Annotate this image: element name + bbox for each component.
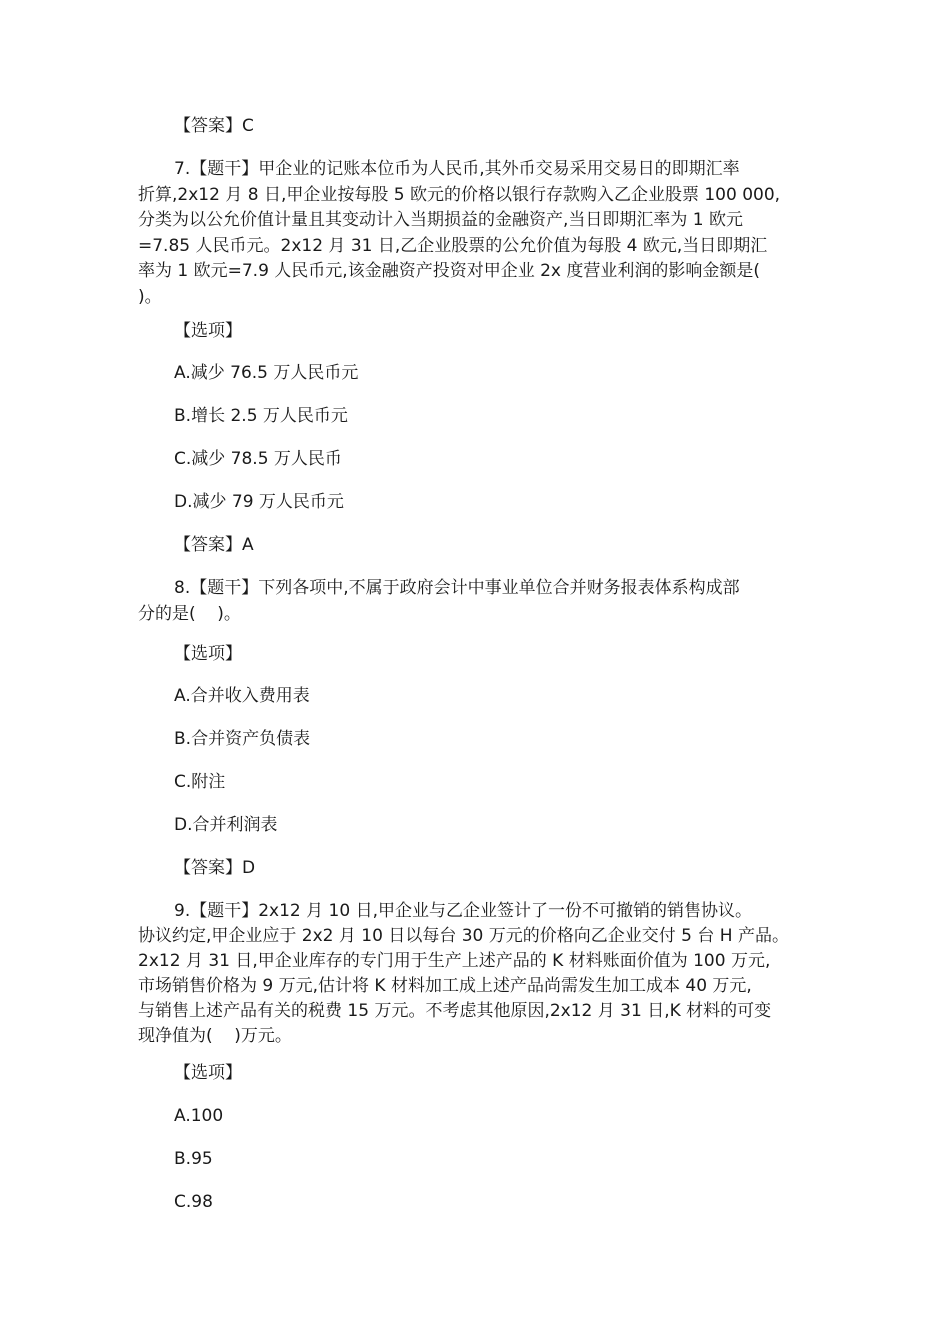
option-a-q8: A.合并收入费用表 — [174, 686, 310, 706]
question-7-line-5: 率为 1 欧元=7.9 人民币元,该金融资产投资对甲企业 2x 度营业利润的影响金额是( — [138, 261, 761, 281]
option-d-q7: D.减少 79 万人民币元 — [174, 492, 344, 512]
question-9-line-1: 9.【题干】2x12 月 10 日,甲企业与乙企业签计了一份不可撤销的销售协议。 — [174, 901, 752, 921]
question-9-line-6: 现净值为( )万元。 — [138, 1026, 292, 1046]
question-9-line-5: 与销售上述产品有关的税费 15 万元。不考虑其他原因,2x12 月 31 日,K 材料的可变 — [138, 1001, 772, 1021]
question-9-line-2: 协议约定,甲企业应于 2x2 月 10 日以每台 30 万元的价格向乙企业交付 5 台 H 产品。 — [138, 926, 789, 946]
question-8-line-1: 8.【题干】下列各项中,不属于政府会计中事业单位合并财务报表体系构成部 — [174, 578, 740, 598]
options-heading-q9: 【选项】 — [174, 1063, 242, 1083]
option-c-q8: C.附注 — [174, 772, 226, 792]
options-heading-q7: 【选项】 — [174, 321, 242, 341]
option-a-q9: A.100 — [174, 1106, 224, 1126]
question-7-line-2: 折算,2x12 月 8 日,甲企业按每股 5 欧元的价格以银行存款购入乙企业股票 100 000, — [138, 185, 781, 205]
option-b-q8: B.合并资产负债表 — [174, 729, 311, 749]
option-c-q9: C.98 — [174, 1192, 213, 1212]
question-9-line-3: 2x12 月 31 日,甲企业库存的专门用于生产上述产品的 K 材料账面价值为 100 万元, — [138, 951, 771, 971]
option-c-q7: C.减少 78.5 万人民币 — [174, 449, 342, 469]
answer-q6: 【答案】C — [174, 116, 254, 136]
option-d-q8: D.合并利润表 — [174, 815, 278, 835]
question-9-line-4: 市场销售价格为 9 万元,估计将 K 材料加工成上述产品尚需发生加工成本 40 万元, — [138, 976, 752, 996]
options-heading-q8: 【选项】 — [174, 644, 242, 664]
option-a-q7: A.减少 76.5 万人民币元 — [174, 363, 359, 383]
answer-q7: 【答案】A — [174, 535, 254, 555]
option-b-q7: B.增长 2.5 万人民币元 — [174, 406, 348, 426]
question-7-line-3: 分类为以公允价值计量且其变动计入当期损益的金融资产,当日即期汇率为 1 欧元 — [138, 210, 744, 230]
question-8-line-2: 分的是( )。 — [138, 604, 241, 624]
question-7-line-4: =7.85 人民币元。2x12 月 31 日,乙企业股票的公允价值为每股 4 欧元,当日即期汇 — [138, 236, 768, 256]
question-7-line-1: 7.【题干】甲企业的记账本位币为人民币,其外币交易采用交易日的即期汇率 — [174, 159, 740, 179]
question-7-line-6: )。 — [138, 287, 162, 307]
option-b-q9: B.95 — [174, 1149, 213, 1169]
answer-q8: 【答案】D — [174, 858, 256, 878]
